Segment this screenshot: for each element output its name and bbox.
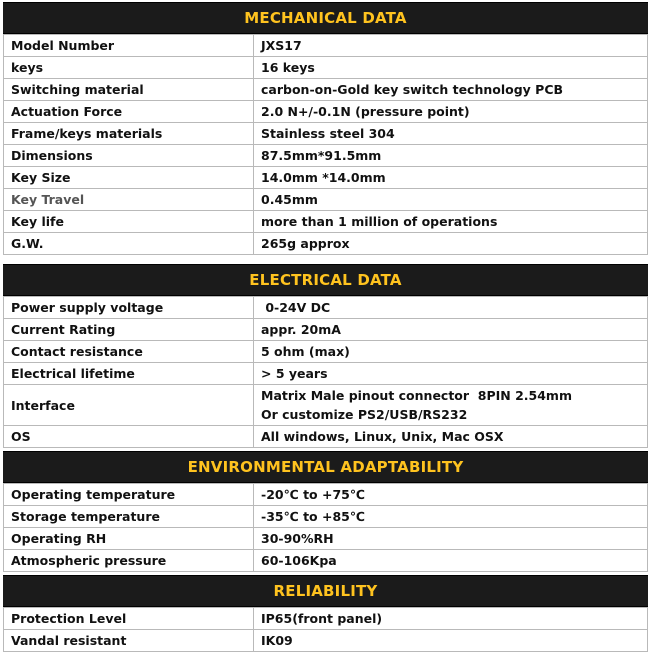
row-label: Actuation Force [4,101,254,123]
row-value: All windows, Linux, Unix, Mac OSX [254,426,648,448]
row-label: Operating RH [4,528,254,550]
row-value: JXS17 [254,35,648,57]
row-label: Contact resistance [4,341,254,363]
row-label: G.W. [4,233,254,255]
section-reliability [3,575,648,652]
row-label: Key life [4,211,254,233]
table-row [4,297,648,319]
row-label: Frame/keys materials [4,123,254,145]
row-label: Vandal resistant [4,630,254,652]
table-row [4,145,648,167]
row-label: Atmospheric pressure [4,550,254,572]
section-title: ENVIRONMENTAL ADAPTABILITY [3,451,648,483]
row-label: Switching material [4,79,254,101]
table-row [4,426,648,448]
table-row [4,57,648,79]
row-label: Key Travel [4,189,254,211]
table-row [4,123,648,145]
row-value: 87.5mm*91.5mm [254,145,648,167]
row-value: Stainless steel 304 [254,123,648,145]
table-row [4,363,648,385]
row-value: IK09 [254,630,648,652]
row-label: OS [4,426,254,448]
table-row [4,528,648,550]
row-value: 60-106Kpa [254,550,648,572]
table-row [4,101,648,123]
table-row [4,319,648,341]
row-value: 5 ohm (max) [254,341,648,363]
spec-table [3,483,648,572]
row-value: 265g approx [254,233,648,255]
row-label: Current Rating [4,319,254,341]
section-title: ELECTRICAL DATA [3,264,648,296]
row-value-line: Or customize PS2/USB/RS232 [261,407,468,422]
table-row [4,211,648,233]
table-row [4,167,648,189]
table-row [4,550,648,572]
section-mechanical [3,2,648,255]
row-value: IP65(front panel) [254,608,648,630]
row-value: 0-24V DC [254,297,648,319]
table-row [4,189,648,211]
row-value: 30-90%RH [254,528,648,550]
row-label: Key Size [4,167,254,189]
section-electrical [3,264,648,448]
row-label: Protection Level [4,608,254,630]
row-value: 16 keys [254,57,648,79]
row-label: Storage temperature [4,506,254,528]
table-row [4,341,648,363]
spec-table [3,34,648,255]
row-value-line: Matrix Male pinout connector 8PIN 2.54mm [261,388,572,403]
row-value: 2.0 N+/-0.1N (pressure point) [254,101,648,123]
row-label: Interface [4,385,254,426]
row-label: Power supply voltage [4,297,254,319]
table-row [4,484,648,506]
row-label: Dimensions [4,145,254,167]
row-value: 14.0mm *14.0mm [254,167,648,189]
table-row [4,233,648,255]
row-label: Model Number [4,35,254,57]
section-title: RELIABILITY [3,575,648,607]
row-value: > 5 years [254,363,648,385]
row-label: Electrical lifetime [4,363,254,385]
row-value: appr. 20mA [254,319,648,341]
table-row [4,35,648,57]
row-value: more than 1 million of operations [254,211,648,233]
row-label: keys [4,57,254,79]
section-environmental [3,451,648,572]
spec-table [3,296,648,448]
table-row [4,79,648,101]
row-value: 0.45mm [254,189,648,211]
table-row [4,608,648,630]
table-row [4,385,648,426]
row-value [254,385,648,426]
row-label: Operating temperature [4,484,254,506]
table-row [4,630,648,652]
table-row [4,506,648,528]
row-value: carbon-on-Gold key switch technology PCB [254,79,648,101]
section-title: MECHANICAL DATA [3,2,648,34]
row-value: -35℃ to +85℃ [254,506,648,528]
row-value: -20℃ to +75℃ [254,484,648,506]
spec-table [3,607,648,652]
